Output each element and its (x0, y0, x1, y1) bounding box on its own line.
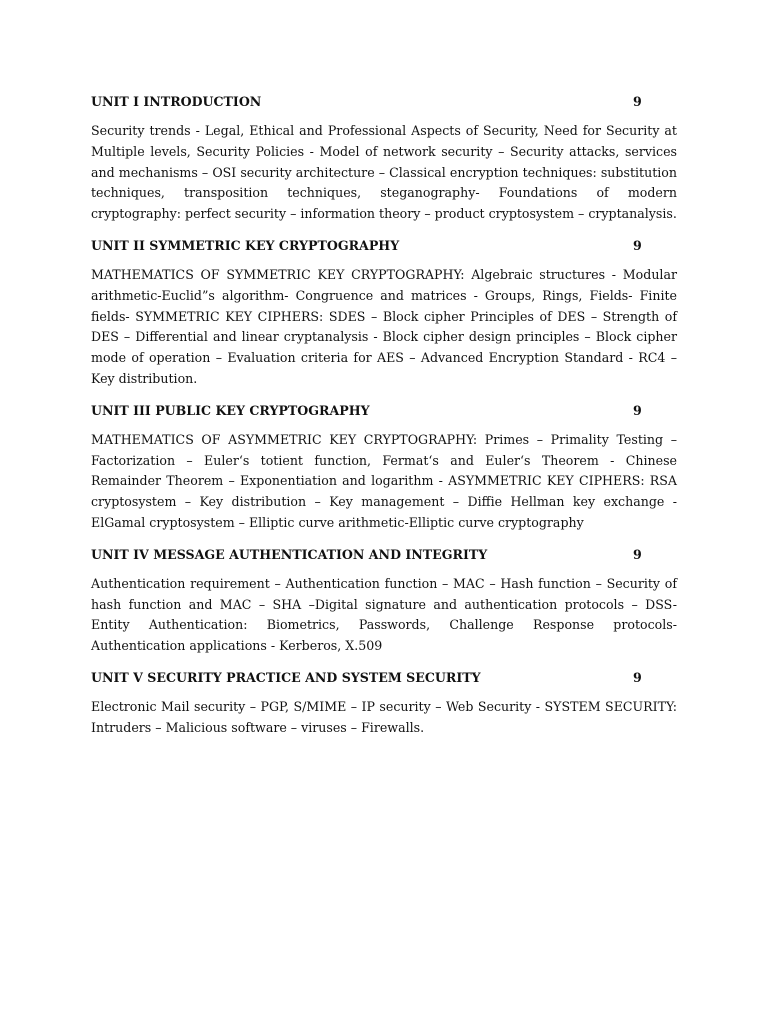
unit-2-title: UNIT II SYMMETRIC KEY CRYPTOGRAPHY (91, 237, 400, 253)
unit-1-title: UNIT I INTRODUCTION (91, 94, 262, 109)
unit-4-description: Authentication requirement – Authentication function – MAC – Hash function – Security of hash function and MAC – SHA –Digital signature and authentication protocols – DSS- Entity Authentication: Biometrics, Passwords, Challenge Response protocols- Authentication applications - Kerberos, X.509 (91, 575, 677, 654)
unit-5-title: UNIT V SECURITY PRACTICE AND SYSTEM SECURITY (91, 669, 481, 685)
unit-4-section (91, 545, 677, 657)
unit-3-heading (91, 401, 677, 421)
unit-1-description: Security trends - Legal, Ethical and Professional Aspects of Security, Need for Security at Multiple levels, Security Policies - Model of network security – Security attacks, services and mechanisms – OSI security architecture – Classical encryption techniques: substitution techniques, transposition techniques, steganography- Foundations of modern cryptography: perfect security – information theory – product cryptosystem – cryptanalysis. (91, 123, 677, 222)
unit-3-hours: 9 (633, 402, 642, 418)
unit-4-hours: 9 (633, 546, 642, 562)
unit-2-section (91, 236, 677, 390)
unit-3-title: UNIT III PUBLIC KEY CRYPTOGRAPHY (91, 402, 370, 418)
unit-5-heading (91, 668, 677, 688)
unit-5-hours: 9 (633, 669, 642, 685)
unit-4-heading (91, 545, 677, 565)
unit-5-description: Electronic Mail security – PGP, S/MIME – IP security – Web Security - SYSTEM SECURITY: Intruders – Malicious software – viruses – Firewalls. (91, 698, 677, 735)
unit-1-section (91, 92, 677, 225)
unit-2-description: MATHEMATICS OF SYMMETRIC KEY CRYPTOGRAPHY: Algebraic structures - Modular arithmetic-Euclid”s algorithm- Congruence and matrices - Groups, Rings, Fields- Finite fields- SYMMETRIC KEY CIPHERS: SDES – Block cipher Principles of DES – Strength of DES – Differential and linear cryptanalysis - Block cipher design principles – Block cipher mode of operation – Evaluation criteria for AES – Advanced Encryption Standard - RC4 – Key distribution. (91, 266, 677, 386)
unit-1-hours: 9 (633, 94, 642, 109)
unit-5-section (91, 668, 677, 739)
unit-4-title: UNIT IV MESSAGE AUTHENTICATION AND INTEGRITY (91, 546, 488, 562)
syllabus-page (91, 92, 677, 750)
unit-1-heading (91, 92, 677, 112)
unit-3-section (91, 401, 677, 534)
unit-3-description: MATHEMATICS OF ASYMMETRIC KEY CRYPTOGRAPHY: Primes – Primality Testing – Factorization – Euler‘s totient function, Fermat‘s and Euler‘s Theorem - Chinese Remainder Theorem – Exponentiation and logarithm - ASYMMETRIC KEY CIPHERS: RSA cryptosystem – Key distribution – Key management – Diffie Hellman key exchange - ElGamal cryptosystem – Elliptic curve arithmetic-Elliptic curve cryptography (91, 431, 677, 530)
unit-2-heading (91, 236, 677, 256)
unit-2-hours: 9 (633, 237, 642, 253)
